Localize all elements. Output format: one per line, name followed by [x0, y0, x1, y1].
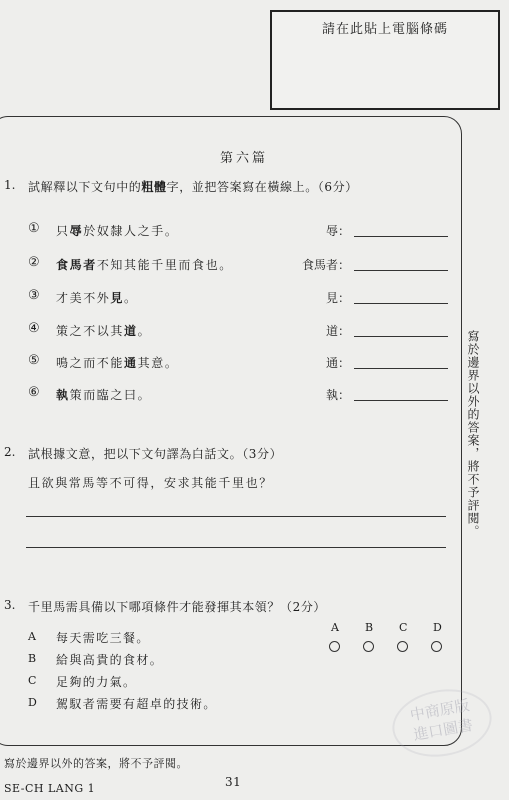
- option-letter: C: [28, 674, 37, 687]
- word-label: 辱：: [325, 224, 350, 238]
- bubble-letter: D: [433, 621, 442, 634]
- paper-code: SE-CH LANG 1: [4, 782, 96, 795]
- section-title: 第六篇: [220, 151, 269, 166]
- item-number: ②: [28, 255, 40, 270]
- bold-target-word: 食馬者: [56, 258, 97, 272]
- answer-line[interactable]: [354, 336, 448, 337]
- word-label: 食馬者：: [301, 258, 350, 272]
- option-letter: A: [28, 630, 36, 643]
- bold-target-word: 道: [124, 324, 138, 338]
- bold-target-word: 執: [56, 388, 70, 402]
- option-letter: D: [28, 696, 37, 709]
- translation-answer-line[interactable]: [26, 516, 446, 517]
- question-3-prompt: 千里馬需具備以下哪項條件才能發揮其本領？（2分）: [28, 600, 327, 614]
- bubble-letter: B: [365, 621, 374, 634]
- answer-line[interactable]: [354, 236, 448, 237]
- bubble-letter: A: [331, 621, 339, 634]
- question-2-sentence: 且欲與常馬等不可得，安求其能千里也？: [28, 476, 273, 490]
- answer-bubble[interactable]: [397, 641, 408, 652]
- question-2-number: 2.: [4, 445, 16, 459]
- item-sentence: 策之不以其道。: [56, 324, 152, 338]
- item-sentence: 鳴之而不能通其意。: [56, 356, 179, 370]
- watermark-stamp: 中商原版 進口圖書: [387, 682, 497, 764]
- word-label: 道：: [325, 324, 350, 338]
- prompt-bold-word: 粗體: [141, 180, 167, 194]
- word-label: 通：: [325, 356, 350, 370]
- option-text: 每天需吃三餐。: [56, 631, 150, 645]
- bubble-letter: C: [399, 621, 408, 634]
- answer-bubble[interactable]: [363, 641, 374, 652]
- answer-bubble[interactable]: [329, 641, 340, 652]
- page-number: 31: [225, 775, 242, 789]
- bold-target-word: 辱: [69, 224, 84, 238]
- item-sentence: 食馬者不知其能千里而食也。: [56, 258, 233, 272]
- answer-line[interactable]: [354, 368, 448, 369]
- item-sentence: 才美不外見。: [56, 291, 138, 305]
- item-sentence: 只辱於奴隸人之手。: [56, 224, 179, 238]
- word-label: 見：: [325, 291, 350, 305]
- margin-warning: 寫於邊界以外的答案，將不予評閱。: [466, 330, 480, 538]
- barcode-sticker-box: [270, 10, 500, 110]
- bold-target-word: 見: [110, 291, 125, 305]
- answer-line[interactable]: [354, 270, 448, 271]
- item-number: ③: [28, 288, 40, 303]
- footer-note: 寫於邊界以外的答案，將不予評閱。: [4, 757, 188, 770]
- barcode-box-label: 請在此貼上電腦條碼: [321, 22, 448, 37]
- option-text: 足夠的力氣。: [56, 675, 137, 689]
- item-number: ⑤: [28, 353, 40, 368]
- translation-answer-line[interactable]: [26, 547, 446, 548]
- answer-line[interactable]: [354, 303, 448, 304]
- item-sentence: 執策而臨之曰。: [56, 388, 152, 402]
- item-number: ⑥: [28, 385, 40, 400]
- bold-target-word: 通: [124, 356, 138, 370]
- answer-line[interactable]: [354, 400, 448, 401]
- option-text: 給與高貴的食材。: [56, 653, 164, 667]
- question-3-number: 3.: [4, 598, 16, 612]
- item-number: ④: [28, 321, 40, 336]
- word-label: 執：: [325, 388, 350, 402]
- question-1-prompt: 試解釋以下文句中的粗體字，並把答案寫在橫線上。（6分）: [28, 180, 358, 194]
- question-1-number: 1.: [4, 178, 16, 192]
- option-text: 駕馭者需要有超卓的技術。: [56, 697, 217, 711]
- item-number: ①: [28, 221, 40, 236]
- answer-bubble[interactable]: [431, 641, 442, 652]
- question-2-prompt: 試根據文意，把以下文句譯為白話文。（3分）: [28, 447, 283, 461]
- option-letter: B: [28, 652, 37, 665]
